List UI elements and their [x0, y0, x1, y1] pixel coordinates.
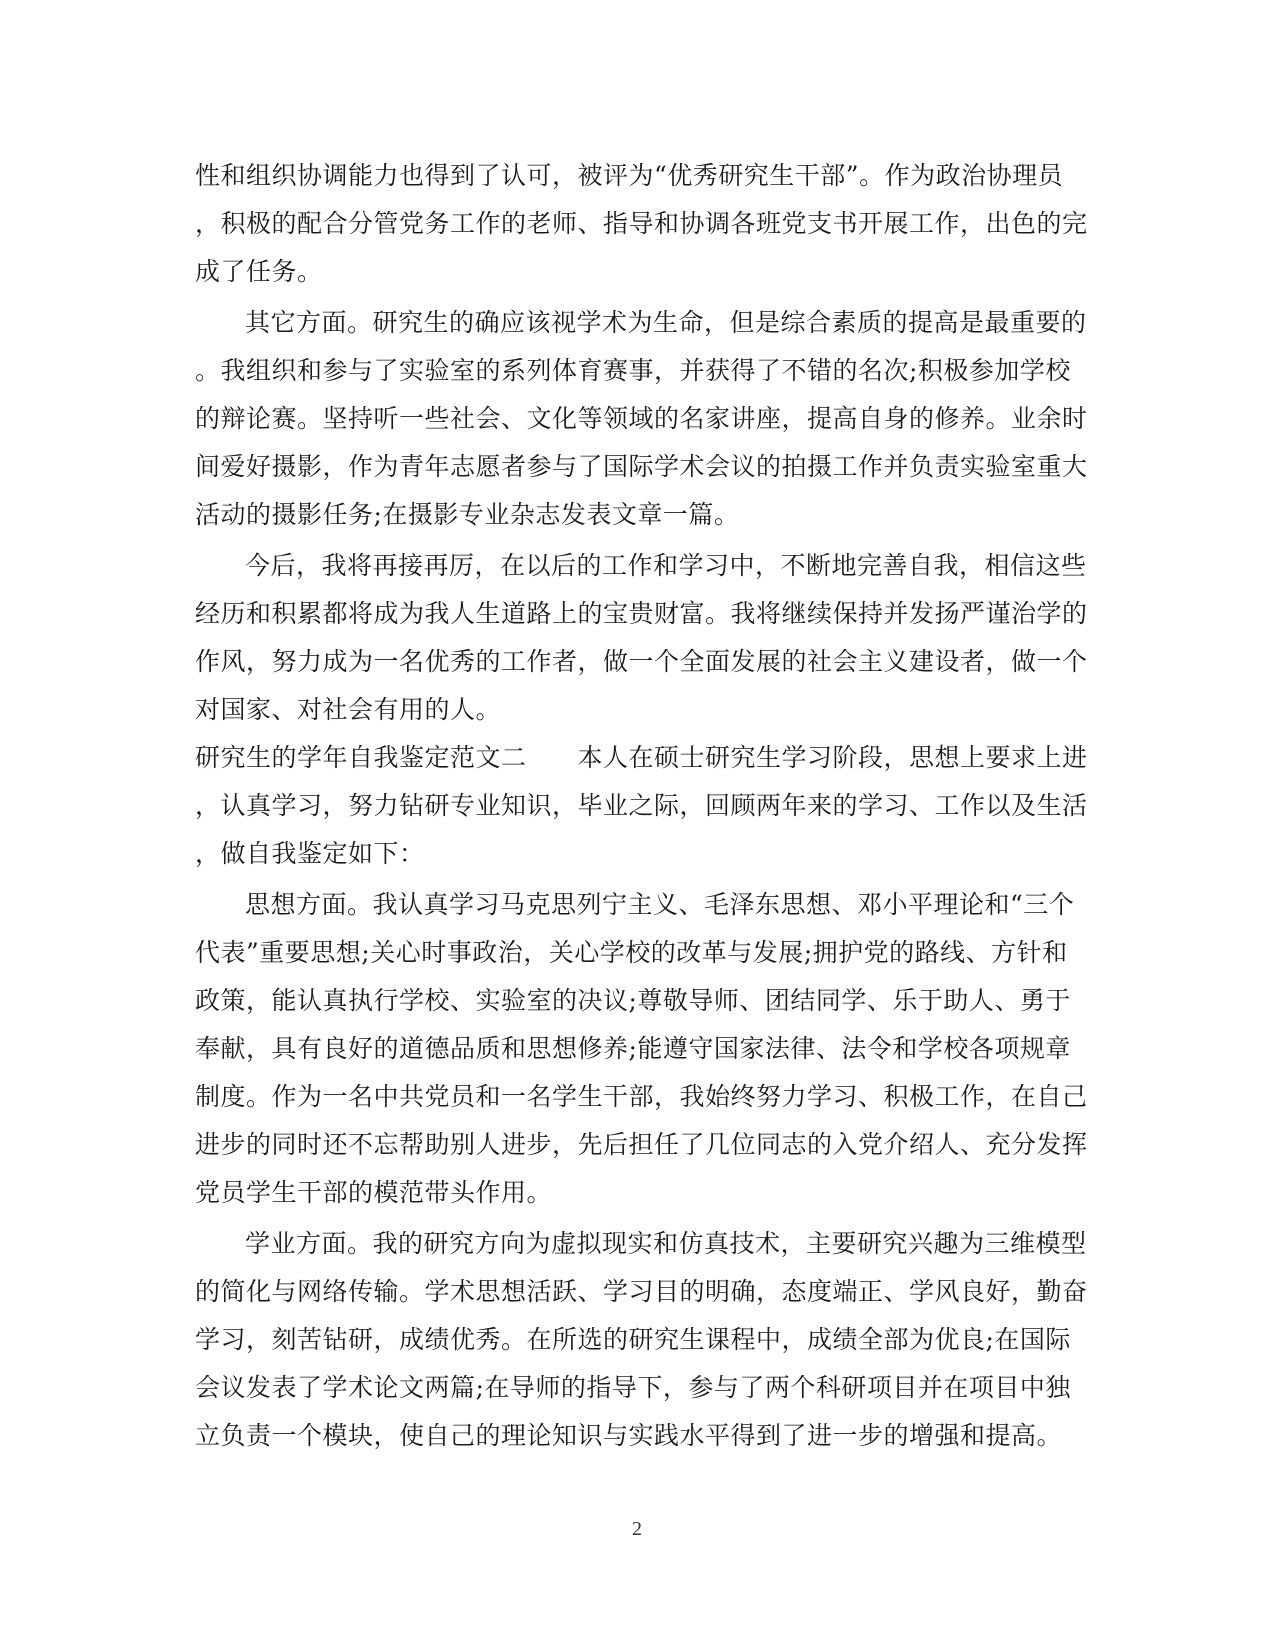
section-heading-line: 研究生的学年自我鉴定范文二 本人在硕士研究生学习阶段，思想上要求上进	[195, 743, 1088, 772]
text-line: 经历和积累都将成为我人生道路上的宝贵财富。我将继续保持并发扬严谨治学的	[195, 599, 1088, 628]
text-line: 制度。作为一名中共党员和一名学生干部，我始终努力学习、积极工作，在自己	[195, 1082, 1088, 1111]
text-line: 。我组织和参与了实验室的系列体育赛事，并获得了不错的名次;积极参加学校	[195, 356, 1071, 385]
text-line: 奉献，具有良好的道德品质和思想修养;能遵守国家法律、法令和学校各项规章	[195, 1034, 1071, 1063]
text-line: 作风，努力成为一名优秀的工作者，做一个全面发展的社会主义建设者，做一个	[195, 647, 1088, 676]
text-line: 党员学生干部的模范带头作用。	[195, 1178, 553, 1207]
page-number: 2	[632, 1518, 642, 1540]
text-line: 对国家、对社会有用的人。	[195, 695, 502, 724]
paragraph-start-line: 其它方面。研究生的确应该视学术为生命，但是综合素质的提高是最重要的	[245, 308, 1087, 337]
text-line: 政策，能认真执行学校、实验室的决议;尊敬导师、团结同学、乐于助人、勇于	[195, 986, 1071, 1015]
paragraph-start-line: 今后，我将再接再厉，在以后的工作和学习中，不断地完善自我，相信这些	[245, 551, 1087, 580]
text-line: 的简化与网络传输。学术思想活跃、学习目的明确，态度端正、学风良好，勤奋	[195, 1277, 1088, 1306]
text-line: ，认真学习，努力钻研专业知识，毕业之际，回顾两年来的学习、工作以及生活	[195, 791, 1088, 820]
text-line: 会议发表了学术论文两篇;在导师的指导下，参与了两个科研项目并在项目中独	[195, 1373, 1071, 1402]
text-line: 性和组织协调能力也得到了认可，被评为“优秀研究生干部”。作为政治协理员	[195, 161, 1064, 190]
paragraph-start-line: 思想方面。我认真学习马克思列宁主义、毛泽东思想、邓小平理论和“三个	[245, 890, 1075, 919]
text-line: 代表”重要思想;关心时事政治，关心学校的改革与发展;拥护党的路线、方针和	[195, 938, 1068, 967]
text-line: 立负责一个模块，使自己的理论知识与实践水平得到了进一步的增强和提高。	[195, 1421, 1063, 1450]
text-line: 间爱好摄影，作为青年志愿者参与了国际学术会议的拍摄工作并负责实验室重大	[195, 452, 1088, 481]
text-line: 学习，刻苦钻研，成绩优秀。在所选的研究生课程中，成绩全部为优良;在国际	[195, 1325, 1071, 1354]
body-text	[195, 152, 1088, 1460]
text-line: 进步的同时还不忘帮助别人进步，先后担任了几位同志的入党介绍人、充分发挥	[195, 1130, 1088, 1159]
text-line: ，积极的配合分管党务工作的老师、指导和协调各班党支书开展工作，出色的完	[195, 209, 1088, 238]
text-line: 成了任务。	[195, 257, 323, 286]
text-line: 的辩论赛。坚持听一些社会、文化等领域的名家讲座，提高自身的修养。业余时	[195, 404, 1088, 433]
text-line: 活动的摄影任务;在摄影专业杂志发表文章一篇。	[195, 500, 740, 529]
text-line: ，做自我鉴定如下：	[195, 839, 425, 868]
paragraph-start-line: 学业方面。我的研究方向为虚拟现实和仿真技术，主要研究兴趣为三维模型	[245, 1229, 1087, 1258]
